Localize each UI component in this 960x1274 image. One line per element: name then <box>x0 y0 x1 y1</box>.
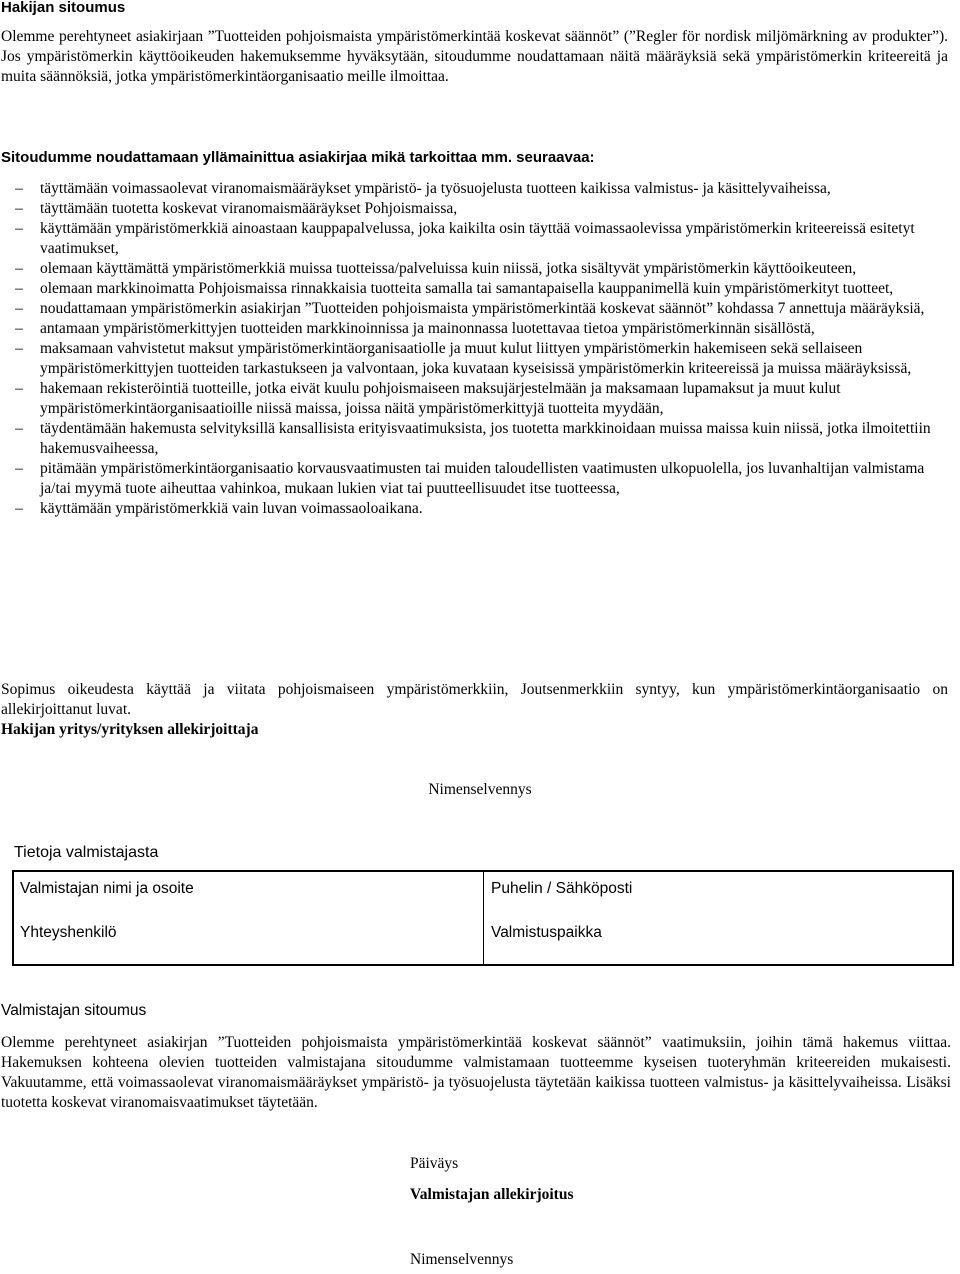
dash-bullet-icon: – <box>15 180 23 197</box>
dash-bullet-icon: – <box>15 220 23 237</box>
dash-bullet-icon: – <box>15 260 23 277</box>
obligation-text: käyttämään ympäristömerkkiä ainoastaan kauppapalvelussa, joka kaikilta osin täyttää voimassaolevissa ympäristömerkin kriteereissä esitetyt vaatimukset, <box>40 220 915 257</box>
dash-bullet-icon: – <box>15 280 23 297</box>
obligation-text: käyttämään ympäristömerkkiä vain luvan voimassaoloaikana. <box>40 500 423 517</box>
obligation-item <box>0 499 950 519</box>
dash-bullet-icon: – <box>15 380 23 397</box>
manufacturer-name-clarification: Nimenselvennys <box>410 1251 514 1268</box>
obligation-item <box>0 199 950 219</box>
obligation-item <box>0 179 950 199</box>
applicant-signature-label: Hakijan yritys/yrityksen allekirjoittaja <box>1 721 259 738</box>
obligation-item <box>0 419 950 459</box>
dash-bullet-icon: – <box>15 500 23 517</box>
obligations-list <box>0 179 950 519</box>
obligation-text: antamaan ympäristömerkittyjen tuotteiden markkinoinnissa ja mainonnassa luotettavaa tietoa ympäristömerkinnän sisällöstä, <box>40 320 815 337</box>
dash-bullet-icon: – <box>15 420 23 437</box>
manufacturer-name-address-label: Valmistajan nimi ja osoite <box>20 880 194 897</box>
manufacturer-info-title: Tietoja valmistajasta <box>14 844 159 861</box>
commitment-list-heading: Sitoudumme noudattamaan yllämainittua asiakirjaa mikä tarkoittaa mm. seuraavaa: <box>1 149 595 166</box>
obligation-item <box>0 319 950 339</box>
obligation-text: olemaan markkinoimatta Pohjoismaissa rinnakkaisia tuotteita samalla tai samantapaisella kauppanimellä kuin ympäristömerkityt tuotteet, <box>40 280 894 297</box>
contact-person-label: Yhteyshenkilö <box>20 924 117 941</box>
dash-bullet-icon: – <box>15 200 23 217</box>
obligation-text: hakemaan rekisteröintiä tuotteille, jotka eivät kuulu pohjoismaiseen maksujärjestelmään ja maksamaan lupamaksut ja muut kulut ympäristömerkintäorganisaatioille niissä maissa, joissa näitä ympäristömerkittyjä tuotteita myydään, <box>40 380 841 417</box>
manufacturer-info-table <box>12 870 954 966</box>
phone-email-label: Puhelin / Sähköposti <box>491 880 633 897</box>
obligation-text: pitämään ympäristömerkintäorganisaatio korvausvaatimusten tai muiden taloudellisten vaatimusten ulkopuolella, jos luvanhaltijan valmistama ja/tai myymä tuote aiheuttaa vahinkoa, mukaan lukien viat tai puutteellisuudet itse tuotteessa, <box>40 460 925 497</box>
obligation-item <box>0 459 950 499</box>
obligation-item <box>0 279 950 299</box>
obligation-text: täydentämään hakemusta selvityksillä kansallisista erityisvaatimuksista, jos tuotetta markkinoidaan muissa maissa kuin niissä, jotka ilmoitettiin hakemusvaiheessa, <box>40 420 931 457</box>
applicant-intro-paragraph: Olemme perehtyneet asiakirjaan ”Tuotteiden pohjoismaista ympäristömerkintää koskevat säännöt” (”Regler för nordisk miljömärkning av produkter”). Jos ympäristömerkin käyttöoikeuden hakemuksemme hyväksytään, sitoudumme noudattamaan näitä määräyksiä sekä ympäristömerkin kriteereitä ja muita säännöksiä, jotka ympäristömerkintäorganisaatio meille ilmoittaa. <box>1 28 948 85</box>
obligation-text: noudattamaan ympäristömerkin asiakirjan ”Tuotteiden pohjoismaista ympäristömerkintää koskevat säännöt” kohdassa 7 annettuja määräyksiä, <box>40 300 925 317</box>
manufacturer-commitment-heading: Valmistajan sitoumus <box>1 1002 147 1019</box>
manufacturer-commitment-paragraph: Olemme perehtyneet asiakirjan ”Tuotteiden pohjoismaista ympäristömerkintää koskevat säännöt” vaatimuksiin, joihin tämä hakemus viittaa. Hakemuksen kohteena olevien tuotteiden valmistajana sitoudumme valmistamaan tuotteemme kyseisen tuoteryhmän kriteereiden mukaisesti. Vakuutamme, että voimassaolevat viranomaismääräykset ympäristö- ja työsuojelusta täytetään kaikissa tuotteen valmistus- ja käsittelyvaiheissa. Lisäksi tuotetta koskevat viranomaisvaatimukset täytetään. <box>1 1034 951 1111</box>
manufacturer-signature-label: Valmistajan allekirjoitus <box>410 1186 574 1203</box>
obligation-item <box>0 219 950 259</box>
obligation-text: täyttämään tuotetta koskevat viranomaismääräykset Pohjoismaissa, <box>40 200 458 217</box>
dash-bullet-icon: – <box>15 320 23 337</box>
agreement-paragraph: Sopimus oikeudesta käyttää ja viitata pohjoismaiseen ympäristömerkkiin, Joutsenmerkkiin syntyy, kun ympäristömerkintäorganisaatio on allekirjoittanut luvat. <box>1 681 948 718</box>
obligation-item <box>0 339 950 379</box>
obligation-text: maksamaan vahvistetut maksut ympäristömerkintäorganisaatiolle ja muut kulut liittyen ympäristömerkin hakemiseen sekä sellaiseen ympäristömerkittyjen tuotteiden tarkastukseen ja valvontaan, joka kuvataan kyseisissä ympäristömerkin kriteereissä ja muissa määräyksissä, <box>40 340 912 377</box>
obligation-text: täyttämään voimassaolevat viranomaismääräykset ympäristö- ja työsuojelusta tuotteen kaikissa valmistus- ja käsittelyvaiheissa, <box>40 180 831 197</box>
manufacturing-site-label: Valmistuspaikka <box>491 924 602 941</box>
applicant-commitment-heading: Hakijan sitoumus <box>1 0 126 16</box>
obligation-item <box>0 299 950 319</box>
dash-bullet-icon: – <box>15 300 23 317</box>
dash-bullet-icon: – <box>15 340 23 357</box>
applicant-name-clarification: Nimenselvennys <box>428 781 532 798</box>
obligation-item <box>0 259 950 279</box>
table-divider <box>483 872 484 964</box>
date-label: Päiväys <box>410 1155 459 1172</box>
dash-bullet-icon: – <box>15 460 23 477</box>
obligation-item <box>0 379 950 419</box>
obligation-text: olemaan käyttämättä ympäristömerkkiä muissa tuotteissa/palveluissa kuin niissä, jotka sisältyvät ympäristömerkin käyttöoikeuteen, <box>40 260 857 277</box>
